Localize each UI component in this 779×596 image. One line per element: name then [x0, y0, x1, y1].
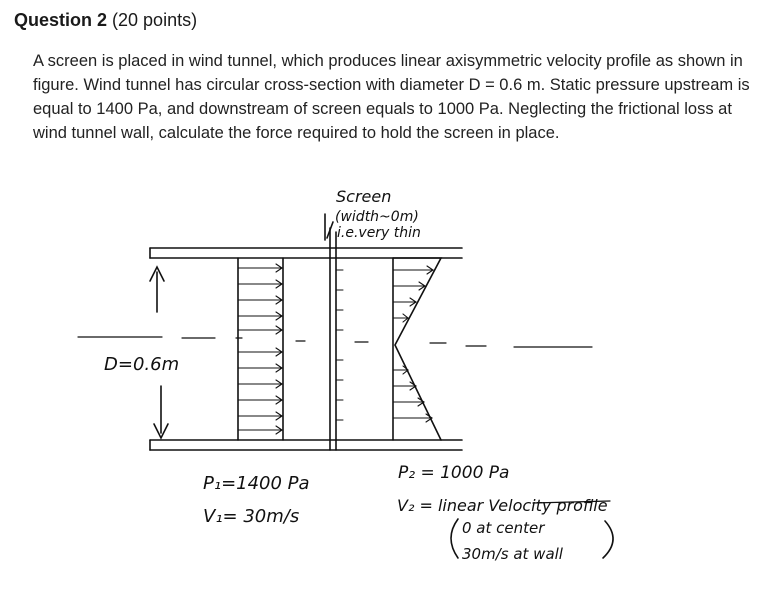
note-bracket-right — [603, 521, 613, 558]
question-title: Question 2 — [14, 10, 108, 30]
note-bracket-left — [451, 519, 458, 558]
screen-note-thin: i.e.very thin — [337, 225, 421, 241]
downstream-velocity-arrows — [393, 266, 433, 422]
centerline — [78, 337, 592, 347]
screen-note-width: (width~0m) — [335, 209, 419, 225]
diameter-label: D=0.6m — [104, 354, 180, 375]
upstream-pressure-label: P₁=1400 Pa — [203, 473, 310, 494]
upstream-velocity-arrows — [238, 264, 282, 434]
downstream-note-wall: 30m/s at wall — [462, 545, 563, 563]
downstream-pressure-label: P₂ = 1000 Pa — [398, 463, 510, 483]
screen-label: Screen — [336, 187, 392, 206]
upstream-velocity-label: V₁= 30m/s — [203, 506, 300, 527]
downstream-note-center: 0 at center — [462, 519, 545, 537]
screen-hatch — [336, 270, 343, 420]
question-points: (20 points) — [112, 10, 198, 30]
downstream-profile-shape — [393, 258, 441, 440]
question-text: A screen is placed in wind tunnel, which produces linear axisymmetric velocity profile as shown in figure. Wind tunnel has circular cross-section with diameter D = 0.6 m. Static pressure upstream is equal to 1400 Pa, and downstream of screen equals to 1000 Pa. Neglecting the frictional loss at wind tunnel wall, calculate the force required to hold the screen in place. — [33, 52, 750, 142]
downstream-velocity-label: V₂ = linear Velocity profile — [397, 496, 608, 515]
